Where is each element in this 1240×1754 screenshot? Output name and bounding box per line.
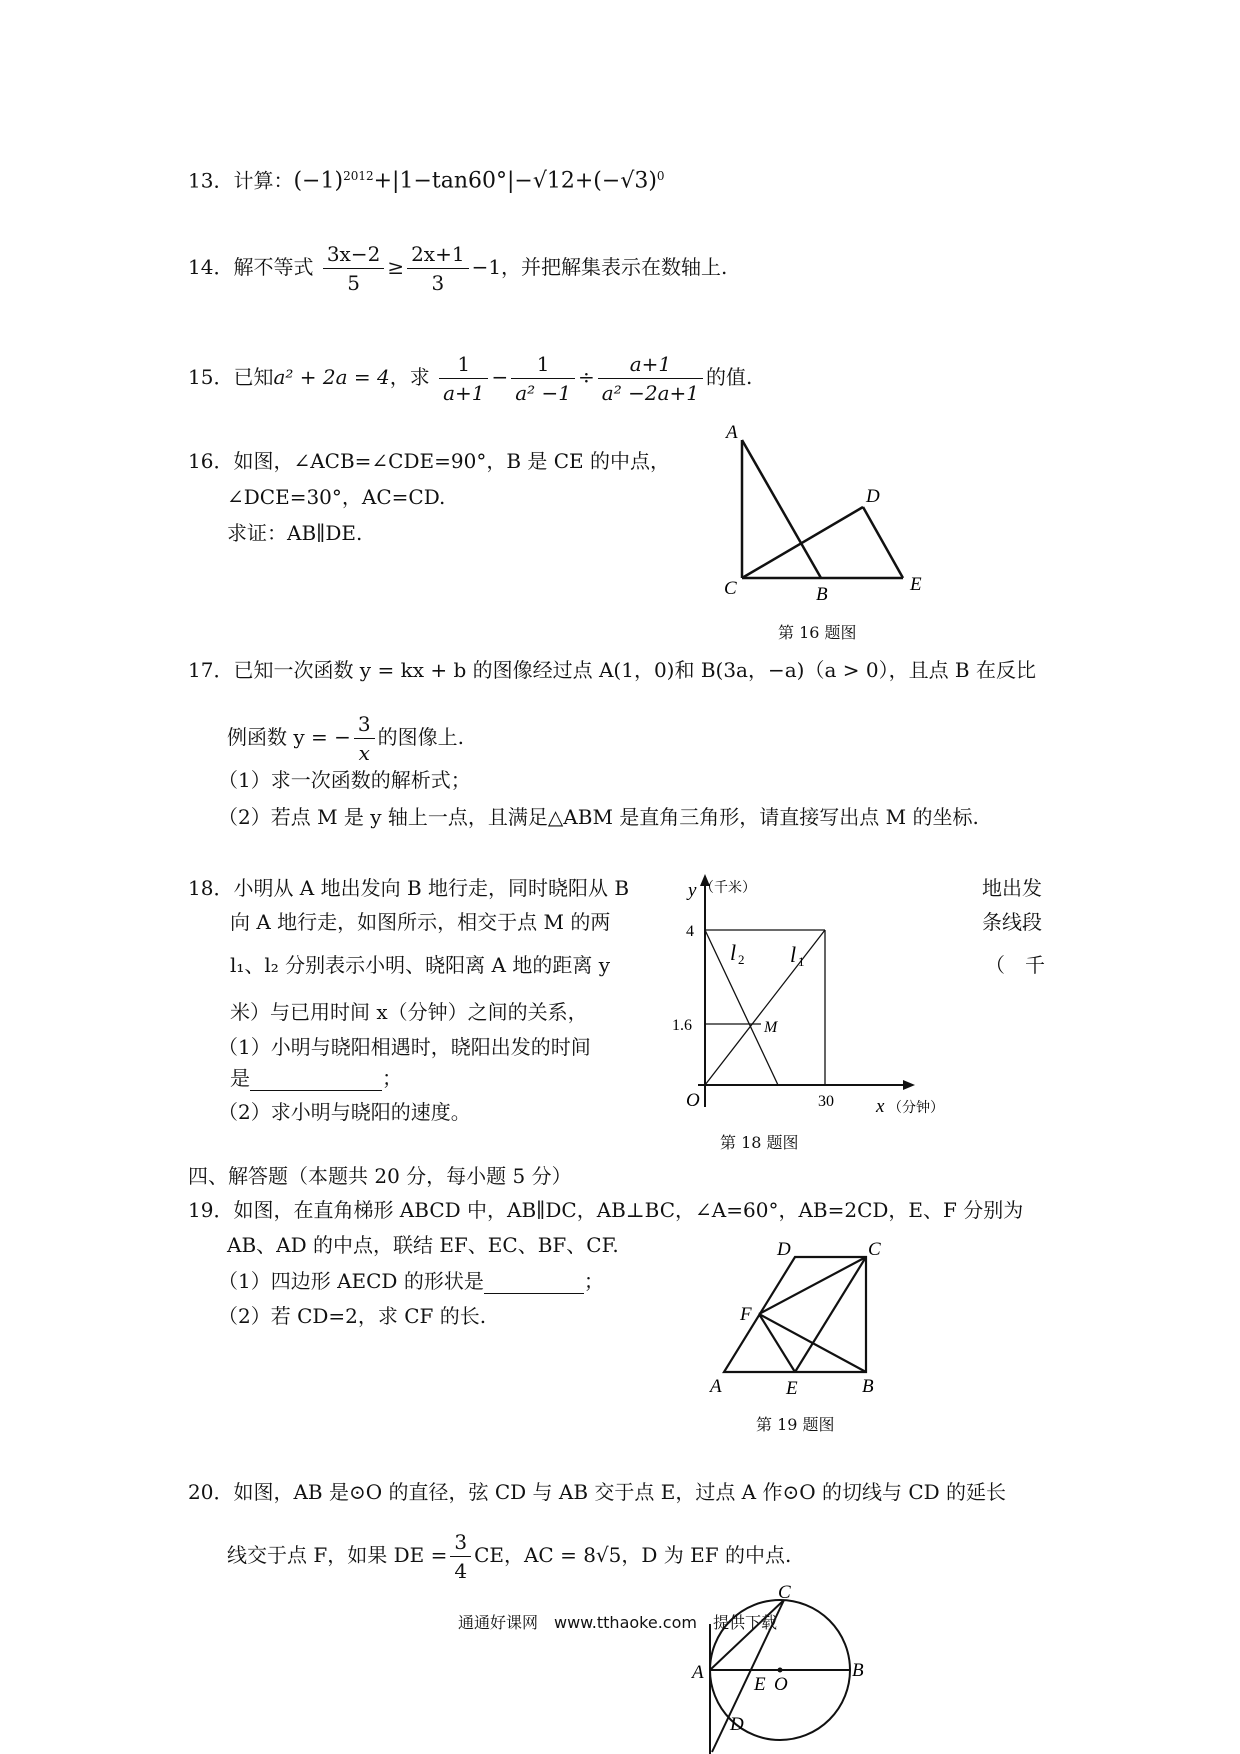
label-e: E xyxy=(754,1674,766,1695)
x-axis-label: x xyxy=(876,1096,885,1117)
question-text: ； xyxy=(583,1269,604,1293)
question-text: 如图，在直角梯形 ABCD 中，AB∥DC，AB⊥BC，∠A=60°，AB=2CD，E、F 分别为 xyxy=(233,1198,1024,1222)
label-m: M xyxy=(764,1019,778,1036)
question-text: （1）四边形 AECD 的形状是 xyxy=(218,1269,484,1293)
tick-label-30: 30 xyxy=(818,1093,834,1110)
numerator: 1 xyxy=(439,352,488,379)
denominator: 3 xyxy=(431,271,445,295)
label-o: O xyxy=(774,1674,788,1695)
label-b: B xyxy=(862,1376,874,1397)
sub-question-2: （2）求小明与晓阳的速度。 xyxy=(218,1100,471,1124)
answer-blank[interactable] xyxy=(484,1269,584,1294)
q19-figure xyxy=(702,1239,942,1412)
question-text: 是 xyxy=(230,1066,250,1090)
question-text: ，求 xyxy=(389,365,430,389)
label-c: C xyxy=(724,578,737,599)
question-text: 线交于点 F，如果 DE = xyxy=(227,1543,448,1567)
question-text: −1，并把解集表示在数轴上. xyxy=(471,255,728,279)
question-20-line1 xyxy=(188,1480,1006,1504)
question-text: CE，AC = 8√5，D 为 EF 的中点. xyxy=(474,1543,792,1567)
line-l1 xyxy=(705,930,825,1085)
exponent: 0 xyxy=(656,169,665,183)
numerator: 2x+1 xyxy=(407,242,469,269)
question-number: 13． xyxy=(188,168,234,193)
section-heading: 四、解答题（本题共 20 分，每小题 5 分） xyxy=(188,1164,572,1188)
question-text: 的图像上. xyxy=(377,725,464,749)
label-c: C xyxy=(868,1239,881,1260)
question-text: AB、AD 的中点，联结 EF、EC、BF、CF. xyxy=(227,1233,619,1257)
operator: ≥ xyxy=(387,255,405,279)
question-17-line1 xyxy=(188,658,1036,682)
question-text: 例函数 y = − xyxy=(227,725,351,749)
center-point xyxy=(778,1668,783,1673)
figure-caption: 第 18 题图 xyxy=(720,1133,799,1152)
fraction xyxy=(323,242,385,295)
answer-blank[interactable] xyxy=(250,1066,382,1091)
line-label-l1-subscript: 1 xyxy=(798,954,805,969)
operator: − xyxy=(491,365,509,389)
question-text: 已知一次函数 y = kx + b 的图像经过点 A(1，0)和 B(3a，−a)（a > 0），且点 B 在反比 xyxy=(233,658,1036,682)
origin-label: O xyxy=(686,1090,700,1111)
question-19-line1 xyxy=(188,1198,1023,1222)
segment-cd xyxy=(742,507,863,578)
sub-question-1 xyxy=(218,1269,604,1294)
label-e: E xyxy=(910,574,922,595)
label-e: E xyxy=(786,1378,798,1399)
math-expression: a² + 2a = 4 xyxy=(273,365,390,389)
question-20-line2 xyxy=(227,1530,791,1583)
label-a: A xyxy=(726,422,738,443)
question-text: 米）与已用时间 x（分钟）之间的关系， xyxy=(230,1000,588,1024)
math-expression: (−1) xyxy=(293,168,344,194)
fraction xyxy=(598,352,703,405)
numerator: 1 xyxy=(511,352,575,379)
label-a: A xyxy=(710,1376,722,1397)
segment-bf xyxy=(759,1314,866,1372)
question-15 xyxy=(188,352,752,405)
question-16-line1 xyxy=(188,449,670,473)
question-text: 如图，∠ACB=∠CDE=90°，B 是 CE 的中点， xyxy=(233,449,670,473)
y-axis-unit: （千米） xyxy=(700,881,756,896)
fraction xyxy=(354,712,375,765)
exponent: 2012 xyxy=(343,169,374,183)
y-axis-label: y xyxy=(688,880,697,901)
question-number: 19． xyxy=(188,1198,234,1222)
label-b: B xyxy=(816,584,828,605)
label-b: B xyxy=(852,1660,864,1681)
denominator: a+1 xyxy=(443,381,485,405)
question-text: 如图，AB 是⊙O 的直径，弦 CD 与 AB 交于点 E，过点 A 作⊙O 的切线与 CD 的延长 xyxy=(233,1480,1007,1504)
line-label-l2-subscript: 2 xyxy=(738,952,745,967)
question-text: 条线段 xyxy=(982,910,1042,934)
question-text: 计算： xyxy=(233,168,294,193)
x-axis-arrow xyxy=(903,1080,915,1090)
fraction xyxy=(511,352,575,405)
operator: ÷ xyxy=(578,365,595,389)
question-number: 15． xyxy=(188,365,234,389)
question-text: 解不等式 xyxy=(233,255,314,279)
numerator: 3x−2 xyxy=(323,242,385,269)
line-label-l1: l xyxy=(790,942,797,967)
question-text: 已知 xyxy=(233,365,274,389)
question-text: l₁、l₂ 分别表示小明、晓阳离 A 地的距离 y xyxy=(230,953,610,977)
question-text: 求证：AB∥DE. xyxy=(227,521,363,545)
segment-ec xyxy=(795,1257,866,1372)
denominator: a² −2a+1 xyxy=(601,381,699,405)
segment-cf xyxy=(759,1257,866,1314)
question-text: 小明从 A 地出发向 B 地行走，同时晓阳从 B xyxy=(233,876,630,900)
denominator: x xyxy=(358,741,370,765)
question-number: 14． xyxy=(188,255,234,279)
denominator: a² −1 xyxy=(515,381,572,405)
fraction xyxy=(439,352,488,405)
label-c: C xyxy=(778,1582,791,1603)
line-label-l2: l xyxy=(730,940,737,965)
numerator: 3 xyxy=(354,712,375,739)
segment-de xyxy=(863,507,903,578)
numerator: 3 xyxy=(450,1530,471,1557)
question-number: 17． xyxy=(188,658,234,682)
question-text: 地出发 xyxy=(982,876,1042,900)
fraction xyxy=(450,1530,471,1583)
fraction xyxy=(407,242,469,295)
question-text: ； xyxy=(382,1066,402,1090)
sub-question-2: （2）若 CD=2，求 CF 的长. xyxy=(218,1304,487,1328)
question-18-line1 xyxy=(188,876,629,900)
figure-caption: 第 16 题图 xyxy=(778,623,857,642)
question-14 xyxy=(188,242,727,295)
sub-question-1: （1）小明与晓阳相遇时，晓阳出发的时间 xyxy=(218,1035,591,1059)
label-f: F xyxy=(740,1304,752,1325)
denominator: 5 xyxy=(347,271,360,295)
question-number: 16． xyxy=(188,449,234,473)
question-number: 20． xyxy=(188,1480,234,1504)
sub-question-2: （2）若点 M 是 y 轴上一点，且满足△ABM 是直角三角形，请直接写出点 M 的坐标. xyxy=(218,805,979,829)
x-axis-unit: （分钟） xyxy=(888,1101,944,1116)
question-text: 向 A 地行走，如图所示，相交于点 M 的两 xyxy=(230,910,611,934)
question-text: 的值. xyxy=(705,365,753,389)
math-expression: +|1−tan60°|−√12+(−√3) xyxy=(373,168,657,194)
q18-graph xyxy=(658,872,944,1142)
segment-ab xyxy=(742,440,821,578)
question-text: （ 千 xyxy=(985,953,1045,977)
question-17-line2 xyxy=(227,712,464,765)
question-number: 18． xyxy=(188,876,234,900)
question-text: ∠DCE=30°，AC=CD. xyxy=(227,485,446,509)
label-d: D xyxy=(866,486,880,507)
tick-label-1-6: 1.6 xyxy=(672,1017,692,1034)
label-d: D xyxy=(777,1239,791,1260)
page-footer: 通通好课网 www.tthaoke.com 提供下载 xyxy=(458,1613,777,1632)
q16-figure xyxy=(718,422,958,608)
denominator: 4 xyxy=(454,1559,468,1583)
label-a: A xyxy=(692,1662,704,1683)
question-13 xyxy=(188,164,665,194)
tick-label-4: 4 xyxy=(686,923,694,940)
sub-question-1: （1）求一次函数的解析式； xyxy=(218,768,471,792)
numerator: a+1 xyxy=(598,352,703,379)
label-d: D xyxy=(730,1714,744,1735)
answer-line xyxy=(230,1066,402,1091)
figure-caption: 第 19 题图 xyxy=(756,1415,835,1434)
